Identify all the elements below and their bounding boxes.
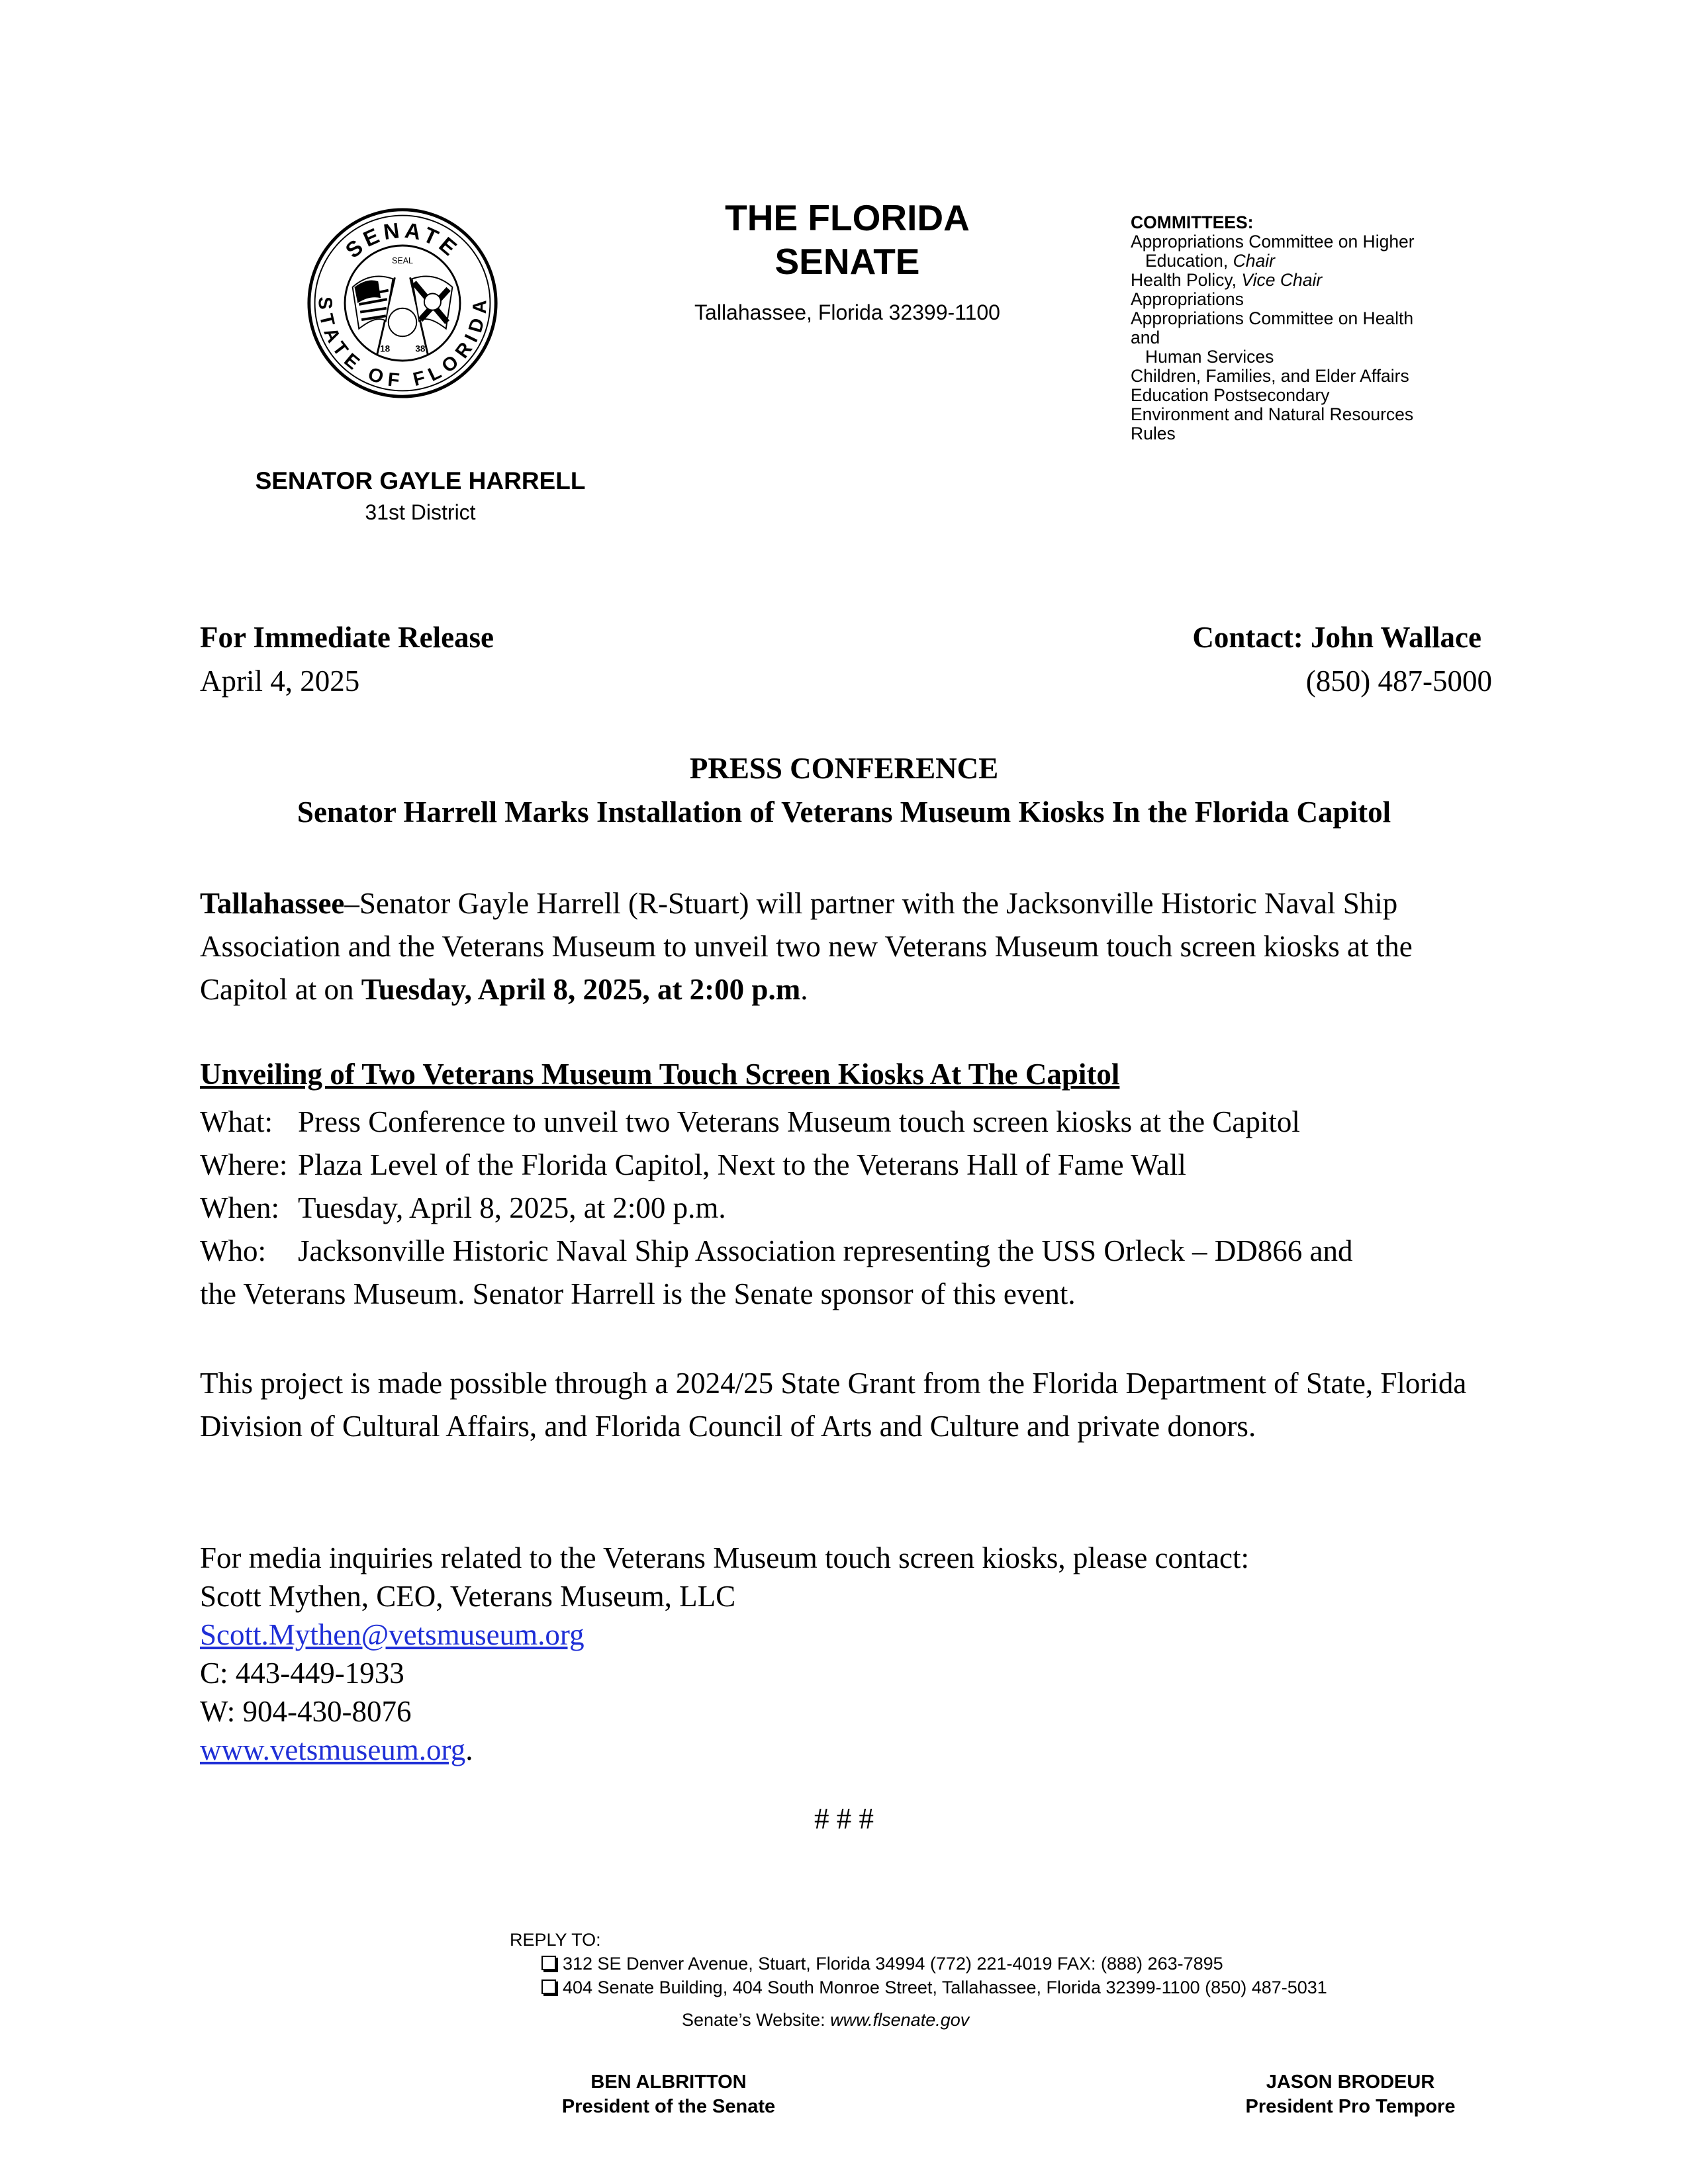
committee-item [1131, 251, 1475, 271]
reply-to-label: REPLY TO: [510, 1930, 601, 1950]
contact-label: Contact: John Wallace [1192, 621, 1481, 654]
senate-president [510, 2070, 827, 2119]
detail-who [200, 1230, 1497, 1316]
media-website-link[interactable]: www.vetsmuseum.org [200, 1733, 466, 1766]
pro-tempore-name: JASON BRODEUR [1266, 2071, 1435, 2093]
committee-item: and [1131, 328, 1160, 347]
detail-where-label: Where: [200, 1148, 288, 1181]
reply-address-district [510, 1952, 1327, 1976]
seal-bottom-text: STATE OF FLORIDA [314, 296, 491, 392]
committee-role: Vice Chair [1241, 270, 1323, 290]
detail-who-value: Jacksonville Historic Naval Ship Association representing the USS Orleck – DD866 and [298, 1234, 1353, 1267]
checkbox-icon [541, 1956, 556, 1970]
committee-item: Children, Families, and Elder Affairs [1131, 366, 1409, 386]
senate-title-line1: THE FLORIDA [725, 197, 970, 238]
intro-dateline: Tallahassee [200, 887, 345, 920]
detail-what [200, 1101, 1497, 1144]
senate-website-url: www.flsenate.gov [830, 2010, 970, 2030]
committee-item: Environment and Natural Resources [1131, 404, 1414, 424]
media-website-end: . [465, 1733, 473, 1766]
intro-paragraph [200, 882, 1497, 1011]
committees-heading: COMMITTEES: [1131, 212, 1254, 232]
pro-tempore-title: President Pro Tempore [1245, 2096, 1456, 2117]
committee-item: Appropriations Committee on Health [1131, 308, 1414, 328]
detail-when [200, 1187, 1497, 1230]
committee-item-text: Education, Chair [1145, 251, 1275, 271]
detail-when-value: Tuesday, April 8, 2025, at 2:00 p.m. [298, 1191, 726, 1224]
committee-item [1131, 271, 1475, 290]
seal-year-left: 18 [380, 343, 391, 354]
reply-address-capitol [510, 1976, 1327, 1999]
state-seal-emblem [389, 308, 417, 337]
committee-item: Appropriations Committee on Higher [1131, 232, 1415, 251]
senator-block [218, 467, 622, 525]
media-work-phone: W: 904-430-8076 [200, 1695, 412, 1728]
reply-to-block [510, 1928, 1327, 1999]
committees-list [1131, 213, 1475, 443]
president-name: BEN ALBRITTON [590, 2071, 747, 2093]
intro-text: –Senator Gayle Harrell (R-Stuart) will partner with the Jacksonville Historic Naval Ship Association and the Veterans Museum to unveil two new Veterans Museum touch screen kiosks at the Capitol at on [200, 887, 1413, 1006]
florida-senate-seal [306, 207, 498, 399]
seal-year-right: 38 [415, 343, 426, 354]
reply-address-district-text: 312 SE Denver Avenue, Stuart, Florida 34994 (772) 221-4019 FAX: (888) 263-7895 [563, 1954, 1223, 1974]
detail-who-label: Who: [200, 1234, 266, 1267]
senate-address: Tallahassee, Florida 32399-1100 [694, 300, 1000, 324]
end-mark: # # # [814, 1802, 874, 1835]
media-contact-name: Scott Mythen, CEO, Veterans Museum, LLC [200, 1580, 736, 1613]
committee-item: Human Services [1145, 347, 1274, 367]
seal-center-text: SEAL [391, 256, 414, 266]
intro-datetime: Tuesday, April 8, 2025, at 2:00 p.m [361, 973, 801, 1006]
committee-item-text: Health Policy, Vice Chair [1131, 270, 1323, 290]
president-pro-tempore [1185, 2070, 1516, 2119]
details-heading: Unveiling of Two Veterans Museum Touch Screen Kiosks At The Capitol [200, 1058, 1120, 1091]
release-date: April 4, 2025 [200, 664, 360, 698]
media-intro: For media inquiries related to the Veterans Museum touch screen kiosks, please contact: [200, 1541, 1249, 1574]
senate-website [682, 2010, 969, 2030]
committee-item: Education Postsecondary [1131, 385, 1330, 405]
media-contact [200, 1539, 1497, 1769]
headline-title: PRESS CONFERENCE [689, 752, 999, 785]
detail-what-label: What: [200, 1105, 273, 1138]
president-title: President of the Senate [561, 2096, 776, 2117]
headline-subtitle: Senator Harrell Marks Installation of Veterans Museum Kiosks In the Florida Capitol [297, 796, 1391, 829]
detail-what-value: Press Conference to unveil two Veterans Museum touch screen kiosks at the Capitol [298, 1105, 1300, 1138]
media-email-link[interactable]: Scott.Mythen@vetsmuseum.org [200, 1618, 585, 1651]
committee-item: Rules [1131, 424, 1176, 443]
contact-phone: (850) 487-5000 [1305, 664, 1492, 698]
senator-district: 31st District [365, 500, 476, 524]
seal-top-text: SENATE [340, 217, 465, 263]
senate-title [596, 196, 1099, 283]
detail-who-continued: the Veterans Museum. Senator Harrell is the Senate sponsor of this event. [200, 1277, 1076, 1310]
committee-role: Chair [1233, 251, 1275, 271]
grant-paragraph: This project is made possible through a 2024/25 State Grant from the Florida Department of State, Florida Division of Cultural Affairs, and Florida Council of Arts and Culture and private donors. [200, 1367, 1467, 1443]
media-cell-phone: C: 443-449-1933 [200, 1657, 404, 1690]
senator-name: SENATOR GAYLE HARRELL [255, 467, 586, 494]
detail-when-label: When: [200, 1191, 279, 1224]
senate-title-line2: SENATE [774, 241, 920, 282]
reply-address-capitol-text: 404 Senate Building, 404 South Monroe Street, Tallahassee, Florida 32399-1100 (850) 487-5031 [563, 1978, 1327, 1997]
detail-where [200, 1144, 1497, 1187]
committee-item: Appropriations [1131, 289, 1244, 309]
detail-where-value: Plaza Level of the Florida Capitol, Next to the Veterans Hall of Fame Wall [298, 1148, 1186, 1181]
release-label: For Immediate Release [200, 621, 494, 654]
checkbox-icon [541, 1979, 556, 1994]
intro-end: . [800, 973, 808, 1006]
senate-website-label: Senate’s Website: [682, 2010, 831, 2030]
